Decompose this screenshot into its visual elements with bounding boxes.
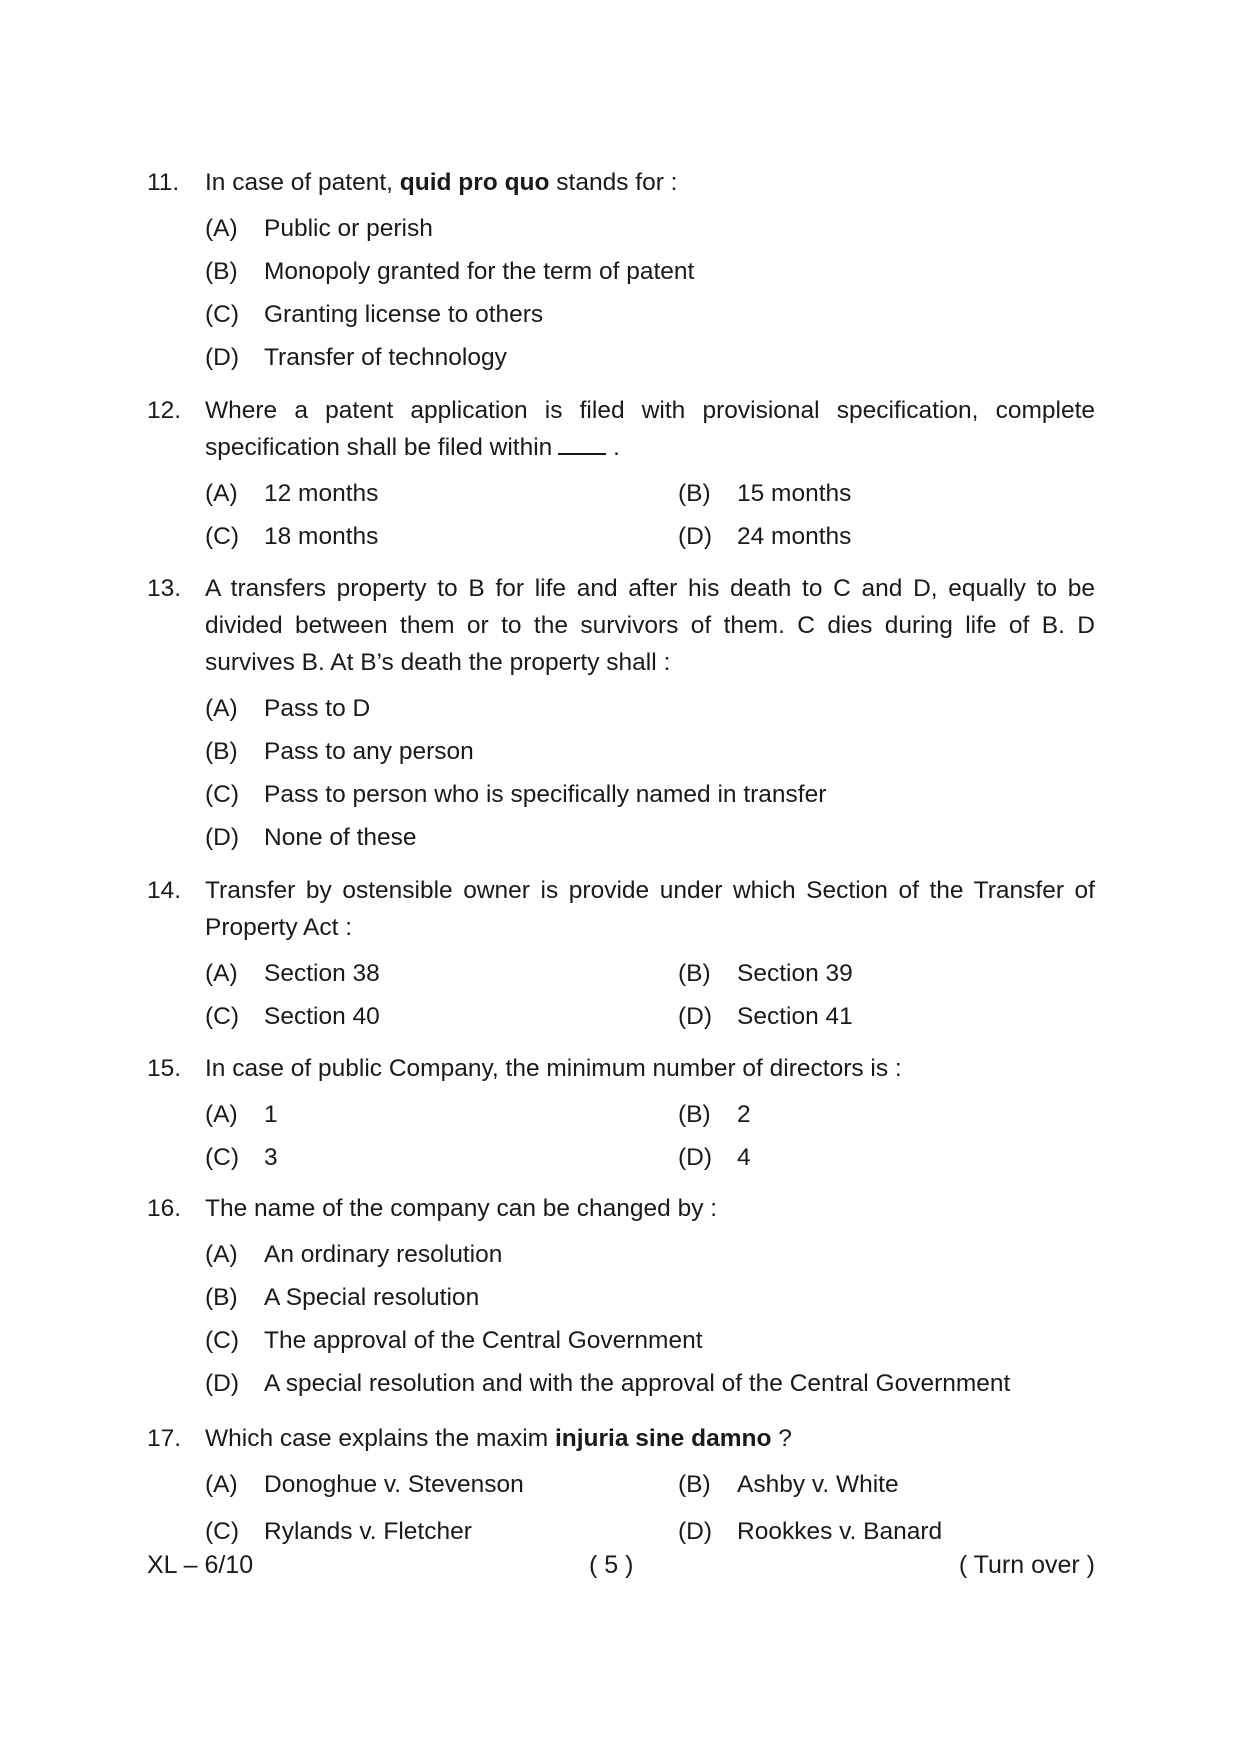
option-c: (C) Section 40 — [205, 1003, 380, 1030]
option-d: (D) Section 41 — [678, 1003, 853, 1030]
question-number: 12. — [147, 397, 182, 424]
option-d: (D) Transfer of technology — [205, 344, 507, 371]
option-d: (D) 24 months — [678, 523, 852, 550]
option-a: (A) An ordinary resolution — [205, 1241, 503, 1268]
option-b: (B) Ashby v. White — [678, 1471, 899, 1498]
question-number: 11. — [147, 169, 180, 196]
option-b: (B) A Special resolution — [205, 1284, 480, 1311]
option-d: (D) None of these — [205, 824, 417, 851]
option-d: (D) Rookkes v. Banard — [678, 1518, 943, 1545]
question-text: Transfer by ostensible owner is provide under which Section of the Transfer of Property Act : — [205, 877, 1095, 941]
option-a: (A) 1 — [205, 1101, 278, 1128]
question-15 — [147, 1050, 1095, 1179]
paper-code: XL – 6/10 — [147, 1551, 254, 1579]
question-13 — [147, 570, 1095, 859]
option-b: (B) 15 months — [678, 480, 852, 507]
option-b: (B) Section 39 — [678, 960, 853, 987]
option-d: (D) 4 — [678, 1144, 751, 1171]
question-number: 17. — [147, 1425, 182, 1452]
option-c: (C) 18 months — [205, 523, 379, 550]
question-16 — [147, 1190, 1095, 1405]
option-a: (A) Pass to D — [205, 695, 371, 722]
option-c: (C) The approval of the Central Government — [205, 1327, 703, 1354]
question-12 — [147, 392, 1095, 558]
option-d: (D) A special resolution and with the approval of the Central Government — [205, 1370, 1011, 1397]
option-c: (C) Rylands v. Fletcher — [205, 1518, 472, 1545]
question-number: 14. — [147, 877, 182, 904]
page-number: ( 5 ) — [589, 1551, 634, 1579]
question-11 — [147, 164, 1095, 379]
question-text: The name of the company can be changed by : — [205, 1195, 718, 1222]
question-text: In case of patent, quid pro quo stands for : — [205, 169, 678, 196]
option-b: (B) Pass to any person — [205, 738, 474, 765]
question-17 — [147, 1420, 1095, 1553]
question-number: 15. — [147, 1055, 182, 1082]
option-a: (A) Public or perish — [205, 215, 433, 242]
question-number: 16. — [147, 1195, 182, 1222]
option-b: (B) Monopoly granted for the term of patent — [205, 258, 695, 285]
option-a: (A) 12 months — [205, 480, 379, 507]
option-c: (C) 3 — [205, 1144, 278, 1171]
turn-over-note: ( Turn over ) — [958, 1551, 1095, 1579]
question-14 — [147, 872, 1095, 1038]
question-text: Where a patent application is filed with provisional specification, complete specification shall be filed within . — [205, 397, 1095, 461]
question-text: Which case explains the maxim injuria sine damno ? — [205, 1425, 792, 1452]
option-a: (A) Donoghue v. Stevenson — [205, 1471, 524, 1498]
option-b: (B) 2 — [678, 1101, 751, 1128]
question-text: A transfers property to B for life and after his death to C and D, equally to be divided between them or to the survivors of them. C dies during life of B. D survives B. At B’s death the property shall : — [205, 575, 1095, 676]
option-a: (A) Section 38 — [205, 960, 380, 987]
question-text: In case of public Company, the minimum number of directors is : — [205, 1055, 902, 1082]
option-c: (C) Pass to person who is specifically named in transfer — [205, 781, 827, 808]
option-c: (C) Granting license to others — [205, 301, 544, 328]
answer-blank — [558, 435, 606, 455]
question-number: 13. — [147, 575, 182, 602]
